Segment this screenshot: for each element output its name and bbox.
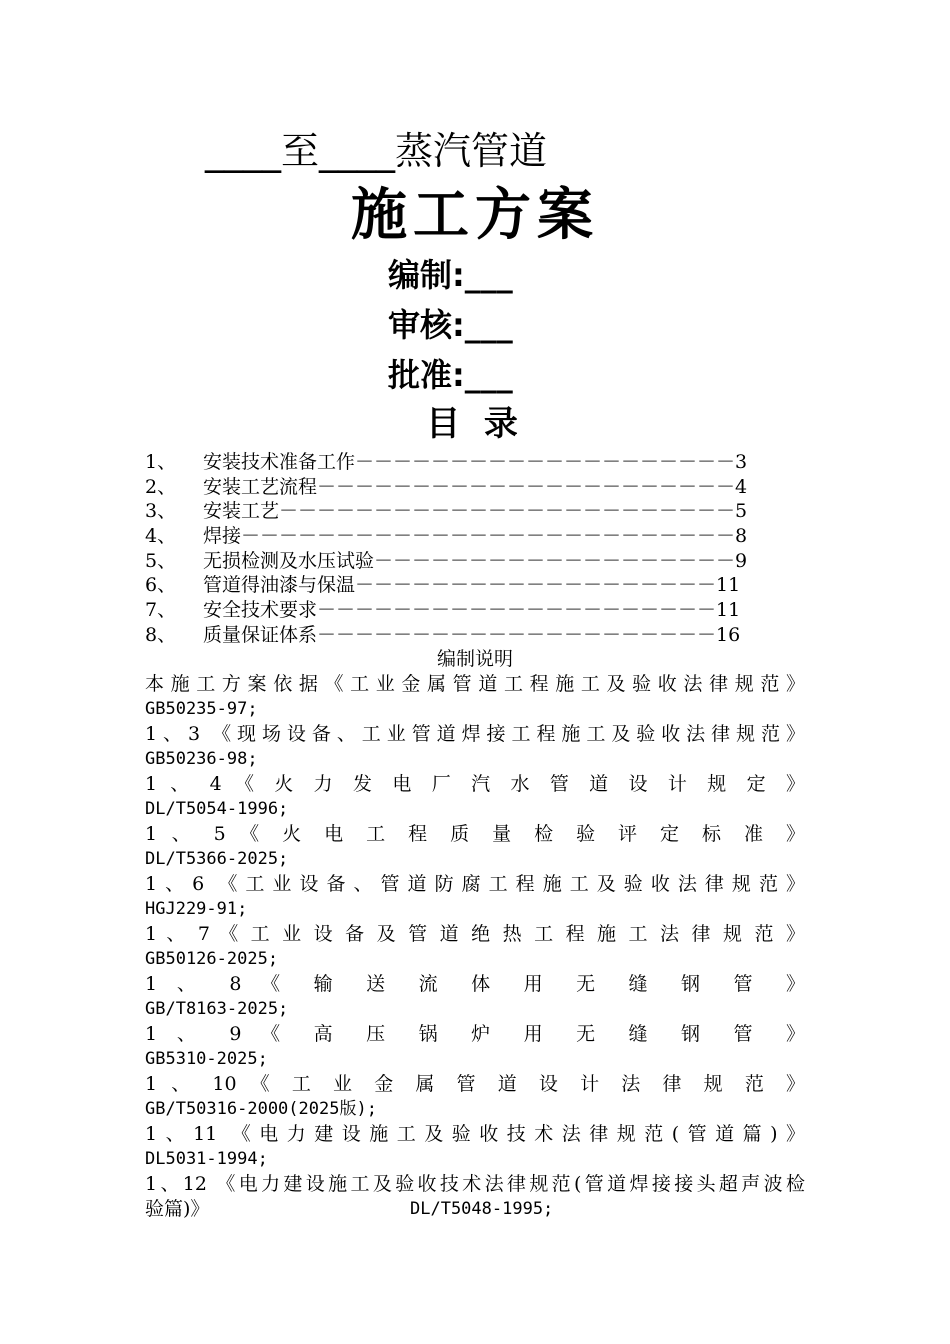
reference-title: 1 、 9 《 高 压 锅 炉 用 无 缝 钢 管 》: [145, 1023, 805, 1045]
toc-item[interactable]: [145, 573, 765, 598]
reference-title: 1 、 4 《 火 力 发 电 厂 汽 水 管 道 设 计 规 定 》: [145, 773, 805, 795]
reference-item: [145, 1122, 805, 1172]
reference-code: GB50236-98;: [145, 749, 258, 769]
table-of-contents: [145, 450, 765, 648]
reference-title-continued: 验篇)》: [145, 1198, 210, 1220]
reference-list: [145, 672, 805, 1222]
toc-item-text: 安装技术准备工作－－－－－－－－－－－－－－－－－－－－3: [203, 451, 748, 473]
toc-item[interactable]: [145, 524, 765, 549]
reference-item: [145, 972, 805, 1022]
toc-item-number: 3、: [145, 500, 177, 523]
reference-title: 1、6 《工业设备、管道防腐工程施工及验收法律规范》: [145, 873, 805, 895]
reference-title: 1 、 7 《 工 业 设 备 及 管 道 绝 热 工 程 施 工 法 律 规 范 》: [145, 923, 805, 945]
reference-code: DL5031-1994;: [145, 1149, 268, 1169]
toc-item-text: 无损检测及水压试验－－－－－－－－－－－－－－－－－－－9: [203, 549, 748, 572]
toc-item-text: 焊接－－－－－－－－－－－－－－－－－－－－－－－－－－8: [203, 525, 748, 548]
toc-item-number: 5、: [145, 549, 177, 572]
reference-title: 1、12 《电力建设施工及验收技术法律规范(管道焊接接头超声波检: [145, 1173, 805, 1195]
section-heading: 编制说明: [436, 648, 513, 670]
reference-item: [145, 922, 805, 972]
reference-title: 1 、 10 《 工 业 金 属 管 道 设 计 法 律 规 范 》: [145, 1073, 805, 1095]
toc-item-number: 1、: [145, 451, 177, 473]
reference-code: GB/T8163-2025;: [145, 999, 289, 1019]
toc-item[interactable]: [145, 499, 765, 524]
toc-item-text: 安装工艺－－－－－－－－－－－－－－－－－－－－－－－－5: [203, 500, 748, 523]
reference-item: [145, 772, 805, 822]
toc-title: 目 录: [426, 404, 524, 444]
toc-item[interactable]: [145, 598, 765, 623]
compiled-by-field: 编制:___: [388, 256, 513, 294]
reference-item: [145, 822, 805, 872]
reference-item: [145, 872, 805, 922]
main-title: 施工方案: [351, 182, 599, 248]
reference-item: [145, 1072, 805, 1122]
toc-item[interactable]: [145, 549, 765, 574]
reference-item: [145, 1022, 805, 1072]
toc-item-number: 7、: [145, 599, 177, 622]
reference-code: DL/T5054-1996;: [145, 799, 289, 819]
reference-code: GB50235-97;: [145, 699, 258, 719]
toc-item-number: 6、: [145, 574, 177, 597]
reference-title: 1、3 《现场设备、工业管道焊接工程施工及验收法律规范》: [145, 723, 805, 745]
reference-title: 1 、 8 《 输 送 流 体 用 无 缝 钢 管 》: [145, 973, 805, 995]
reference-code: DL/T5366-2025;: [145, 849, 289, 869]
reference-item: [145, 1172, 805, 1222]
reference-code: GB50126-2025;: [145, 949, 279, 969]
reference-title: 本施工方案依据《工业金属管道工程施工及验收法律规范》: [145, 673, 805, 695]
toc-item[interactable]: [145, 475, 765, 500]
reviewed-by-field: 审核:___: [388, 306, 513, 344]
toc-item-text: 安全技术要求－－－－－－－－－－－－－－－－－－－－－11: [203, 599, 741, 622]
reference-code: GB5310-2025;: [145, 1049, 268, 1069]
toc-item-text: 质量保证体系－－－－－－－－－－－－－－－－－－－－－16: [203, 623, 741, 646]
approved-by-field: 批准:___: [388, 356, 513, 394]
reference-title: 1 、 5 《 火 电 工 程 质 量 检 验 评 定 标 准 》: [145, 823, 805, 845]
toc-item-text: 安装工艺流程－－－－－－－－－－－－－－－－－－－－－－4: [203, 475, 748, 498]
toc-item-text: 管道得油漆与保温－－－－－－－－－－－－－－－－－－－11: [203, 574, 741, 597]
toc-item[interactable]: [145, 450, 765, 475]
reference-code: GB/T50316-2000(2025版);: [145, 1099, 377, 1119]
toc-item-number: 2、: [145, 475, 177, 498]
document-title-line: ____至____蒸汽管道: [205, 129, 548, 173]
reference-item: [145, 722, 805, 772]
reference-title: 1、11 《电力建设施工及验收技术法律规范(管道篇)》: [145, 1123, 805, 1145]
reference-code: DL/T5048-1995;: [410, 1199, 554, 1219]
toc-item-number: 4、: [145, 525, 177, 548]
reference-item: [145, 672, 805, 722]
toc-item[interactable]: [145, 623, 765, 648]
toc-item-number: 8、: [145, 623, 177, 646]
reference-code: HGJ229-91;: [145, 899, 248, 919]
